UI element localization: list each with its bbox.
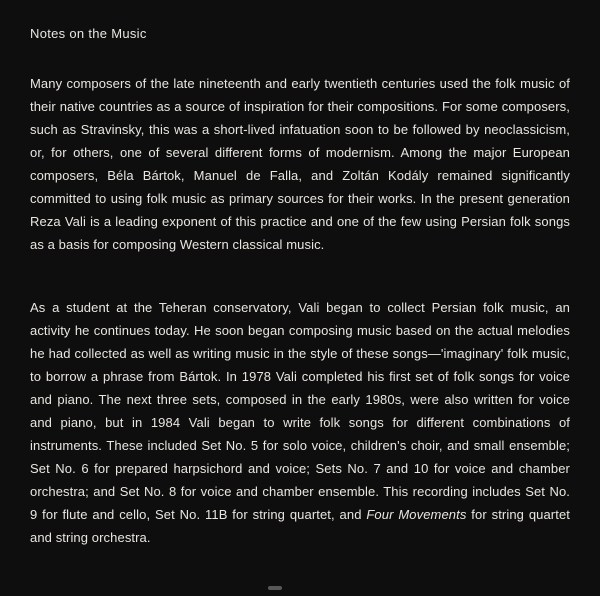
page-title: Notes on the Music (30, 26, 147, 41)
paragraph-vali-biography (30, 296, 570, 549)
print-smudge (268, 586, 282, 590)
paragraph-folk-music-intro: Many composers of the late nineteenth and early twentieth centuries used the folk music of their native countries as a source of inspiration for their compositions. For some composers, such as Stravinsky, this was a short-lived infatuation soon to be followed by neoclassicism, or, for others, one of several different forms of modernism. Among the major European composers, Béla Bártok, Manuel de Falla, and Zoltán Kodály remained significantly committed to using folk music as primary sources for their works. In the present generation Reza Vali is a leading exponent of this practice and one of the few using Persian folk songs as a basis for composing Western classical music. (30, 76, 570, 252)
paragraph-body-text: As a student at the Teheran conservatory, Vali began to collect Persian folk music, an activity he continues today. He soon began composing music based on the actual melodies he had collected as well as writing music in the style of these songs—'imaginary' folk music, to borrow a phrase from Bártok. In 1978 Vali completed his first set of folk songs for voice and piano. The next three sets, composed in the early 1980s, were also written for voice and piano, but in 1984 Vali began to write folk songs for different combinations of instruments. These included Set No. 5 for solo voice, children's choir, and small ensemble; Set No. 6 for prepared harpsichord and voice; Sets No. 7 and 10 for voice and chamber orchestra; and Set No. 8 for voice and chamber ensemble. This recording includes Set No. 9 for flute and cello, Set No. 11B for string quartet, and (30, 300, 570, 522)
work-title: Four Movements (366, 507, 467, 522)
paragraph-ending-text: for string quartet and string orchestra. (30, 507, 570, 545)
